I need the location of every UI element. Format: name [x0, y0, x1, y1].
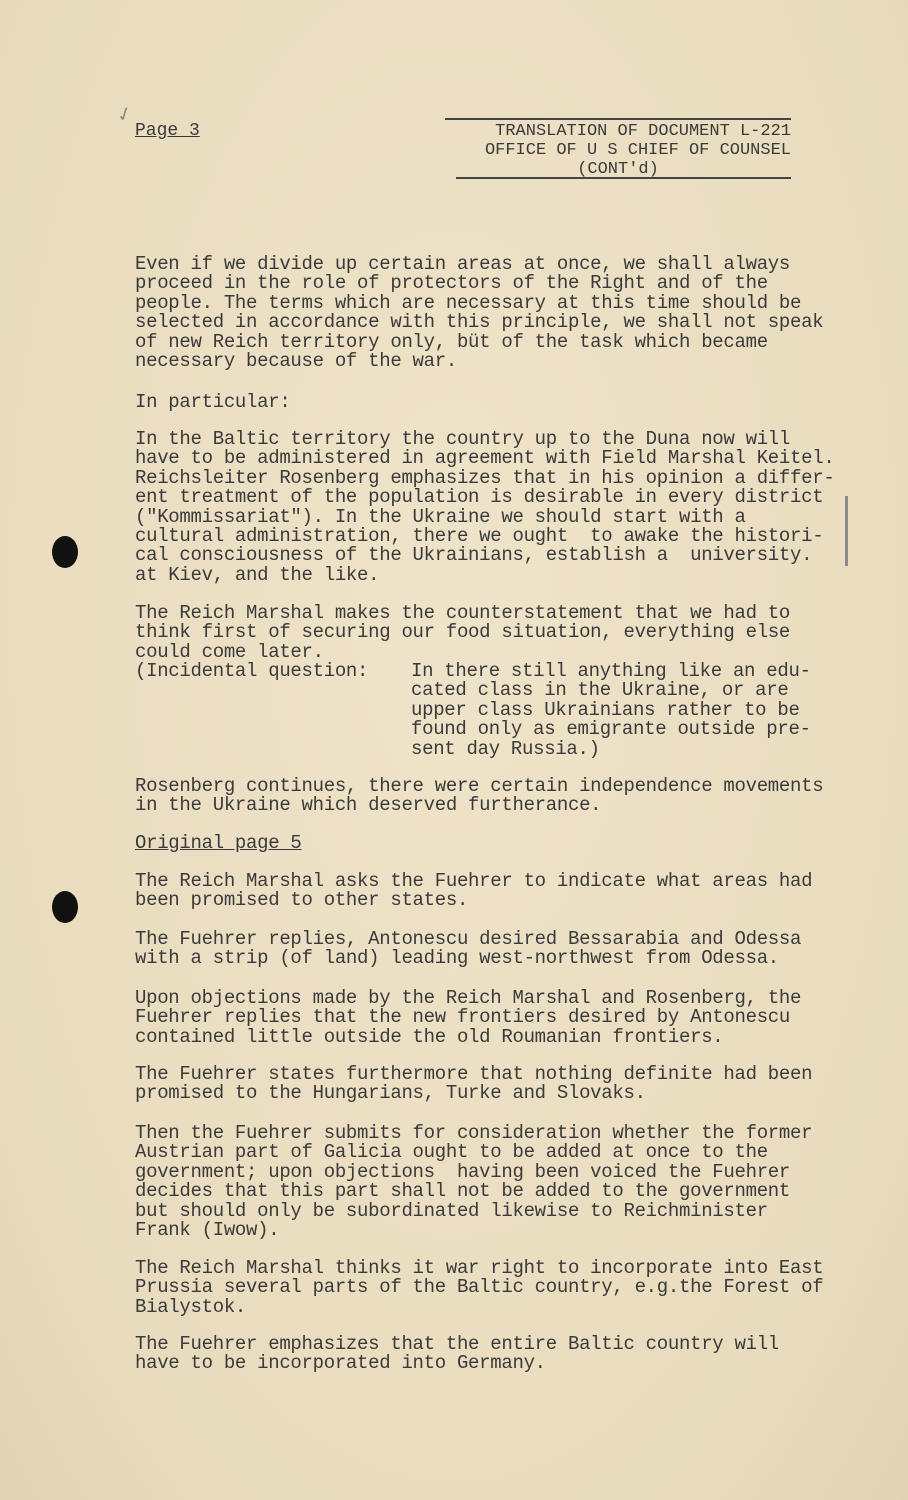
- text-line: Rosenberg continues, there were certain independence movements: [135, 775, 824, 797]
- text-line: cal consciousness of the Ukrainians, establish a university.: [135, 544, 813, 567]
- text-line: think first of securing our food situation, everything else: [135, 621, 791, 644]
- paragraph: [135, 1335, 779, 1374]
- text-line: could come later.: [135, 640, 324, 663]
- paragraph: [135, 1259, 823, 1317]
- paragraph: [135, 1065, 812, 1104]
- original-page-label: Original page 5: [135, 832, 302, 854]
- paragraph: [135, 777, 823, 816]
- header-line: OFFICE OF U S CHIEF OF COUNSEL: [484, 141, 791, 160]
- text-line: cated class in the Ukraine, or are: [411, 679, 789, 702]
- text-line: but should only be subordinated likewise to Reichminister: [135, 1199, 768, 1222]
- text-line: government; upon objections having been voiced the Fuehrer: [135, 1160, 791, 1183]
- document-header: [445, 118, 791, 179]
- header-line: (CONT'd): [577, 160, 659, 179]
- page-number: Page 3: [135, 121, 200, 141]
- punch-hole: [52, 536, 78, 568]
- text-line: Upon objections made by the Reich Marshal and Rosenberg, the: [135, 987, 802, 1009]
- text-line: The Fuehrer replies, Antonescu desired Bessarabia and Odessa: [135, 928, 802, 950]
- text-line: In particular:: [135, 391, 291, 413]
- text-line: ent treatment of the population is desirable in every district: [135, 486, 824, 509]
- text-line: upper class Ukrainians rather to be: [411, 698, 800, 721]
- punch-hole: [52, 891, 78, 923]
- text-line: proceed in the role of protectors of the Right and of the: [135, 272, 768, 295]
- text-line: with a strip (of land) leading west-northwest from Odessa.: [135, 947, 779, 970]
- text-line: have to be administered in agreement with Field Marshal Keitel.: [135, 447, 835, 470]
- text-line: sent day Russia.): [411, 737, 600, 760]
- text-line: necessary because of the war.: [135, 350, 457, 373]
- paragraph: [135, 989, 801, 1047]
- text-line: been promised to other states.: [135, 889, 469, 912]
- text-line: The Fuehrer emphasizes that the entire Baltic country will: [135, 1333, 779, 1355]
- paragraph: [135, 430, 834, 585]
- check-mark-icon: ✓: [114, 101, 136, 130]
- text-line: contained little outside the old Roumanian frontiers.: [135, 1025, 724, 1048]
- text-line: selected in accordance with this principle, we shall not speak: [135, 311, 824, 334]
- text-line: Austrian part of Galicia ought to be added at once to the: [135, 1141, 768, 1164]
- paragraph: [135, 1124, 812, 1240]
- paragraph: [135, 255, 823, 371]
- text-line: In the Baltic territory the country up to the Duna now will: [135, 428, 791, 450]
- paragraph: [135, 930, 801, 969]
- incidental-label: (Incidental question:: [135, 660, 369, 682]
- text-line: Then the Fuehrer submits for consideration whether the former: [135, 1122, 813, 1144]
- paragraph: [135, 872, 812, 911]
- text-line: The Fuehrer states furthermore that nothing definite had been: [135, 1063, 813, 1085]
- text-line: The Reich Marshal thinks it war right to incorporate into East: [135, 1257, 824, 1279]
- incidental-question: [135, 660, 811, 760]
- text-line: promised to the Hungarians, Turke and Slovaks.: [135, 1082, 646, 1105]
- text-line: Fuehrer replies that the new frontiers desired by Antonescu: [135, 1006, 791, 1029]
- paragraph: [135, 393, 290, 412]
- text-line: Prussia several parts of the Baltic country, e.g.the Forest of: [135, 1276, 824, 1299]
- text-line: The Reich Marshal makes the counterstatement that we had to: [135, 602, 791, 624]
- header-line: TRANSLATION OF DOCUMENT L-221: [495, 122, 791, 141]
- text-line: in the Ukraine which deserved furtherance.: [135, 794, 602, 817]
- text-line: In there still anything like an edu-: [411, 660, 811, 682]
- text-line: decides that this part shall not be added to the government: [135, 1180, 791, 1203]
- text-line: cultural administration, there we ought to awake the histori-: [135, 525, 824, 548]
- margin-pencil-mark: [845, 496, 848, 566]
- text-line: of new Reich territory only, büt of the task which became: [135, 330, 768, 353]
- text-line: found only as emigrante outside pre-: [411, 718, 811, 741]
- header-rule: [456, 177, 791, 179]
- text-line: The Reich Marshal asks the Fuehrer to indicate what areas had: [135, 870, 813, 892]
- text-line: Bialystok.: [135, 1295, 247, 1318]
- text-line: Even if we divide up certain areas at once, we shall always: [135, 253, 791, 275]
- text-line: Reichsleiter Rosenberg emphasizes that in his opinion a differ-: [135, 466, 835, 489]
- text-line: at Kiev, and the like.: [135, 563, 380, 586]
- text-line: have to be incorporated into Germany.: [135, 1352, 546, 1375]
- paragraph: [135, 604, 790, 662]
- text-line: Frank (Iwow).: [135, 1219, 280, 1242]
- incidental-text: [411, 662, 811, 759]
- text-line: ("Kommissariat"). In the Ukraine we should start with a: [135, 505, 746, 528]
- text-line: people. The terms which are necessary at this time should be: [135, 291, 802, 314]
